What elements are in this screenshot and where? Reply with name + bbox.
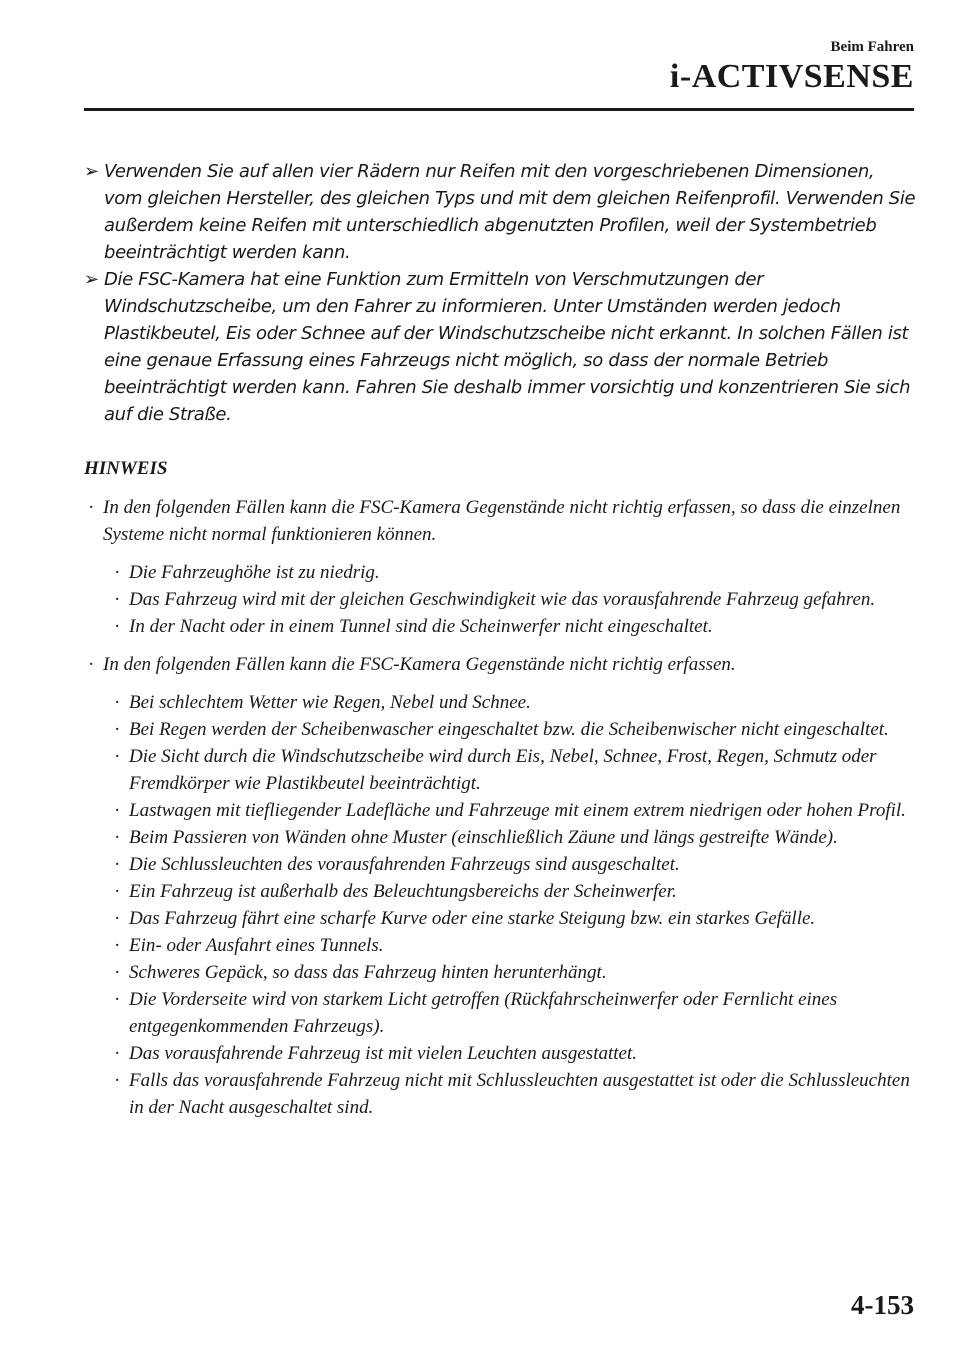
bullet-dot-icon: · <box>114 616 121 637</box>
bullet-dot-icon: · <box>114 692 121 713</box>
list-item-text: Das Fahrzeug wird mit der gleichen Geschwindigkeit wie das vorausfahrende Fahrzeug gefahren. <box>129 589 876 610</box>
bullet-dot-icon: · <box>114 1043 121 1064</box>
list-item <box>110 959 916 986</box>
list-item <box>110 824 916 851</box>
list-item <box>110 797 916 824</box>
list-item <box>110 986 916 1040</box>
list-item <box>110 689 916 716</box>
bullet-dot-icon: · <box>114 562 121 583</box>
chapter-title: Beim Fahren <box>830 39 914 55</box>
page-header <box>670 38 914 96</box>
caution-list <box>84 158 916 428</box>
list-item-text: Bei Regen werden der Scheibenwascher eingeschaltet bzw. die Scheibenwischer nicht eingeschaltet. <box>129 719 889 740</box>
list-item-text: Die Fahrzeughöhe ist zu niedrig. <box>129 562 380 583</box>
caution-text: Verwenden Sie auf allen vier Rädern nur Reifen mit den vorgeschriebenen Dimensionen, vom gleichen Hersteller, des gleichen Typs und mit dem gleichen Reifenprofil. Verwenden Sie außerdem keine Reifen mit unterschiedlich abgenutzten Profilen, weil der Systembetrieb beeinträchtigt werden kann. <box>104 161 916 263</box>
list-item <box>110 905 916 932</box>
list-item <box>110 559 916 586</box>
bullet-dot-icon: · <box>114 935 121 956</box>
list-item-text: Falls das vorausfahrende Fahrzeug nicht mit Schlussleuchten ausgestattet ist oder die Schlussleuchten in der Nacht ausgeschaltet sind. <box>129 1070 910 1118</box>
list-item-text: Schweres Gepäck, so dass das Fahrzeug hinten herunterhängt. <box>129 962 607 983</box>
bullet-dot-icon: · <box>114 962 121 983</box>
list-item-text: Lastwagen mit tiefliegender Ladefläche und Fahrzeuge mit einem extrem niedrigen oder hohen Profil. <box>129 800 906 821</box>
list-item-text: Ein Fahrzeug ist außerhalb des Beleuchtungsbereichs der Scheinwerfer. <box>129 881 677 902</box>
list-item <box>110 878 916 905</box>
bullet-dot-icon: · <box>114 719 121 740</box>
note-bullet-text: In den folgenden Fällen kann die FSC-Kamera Gegenstände nicht richtig erfassen, so dass die einzelnen Systeme nicht normal funktionieren können. <box>103 497 901 545</box>
bullet-dot-icon: · <box>114 800 121 821</box>
list-item-text: Das Fahrzeug fährt eine scharfe Kurve oder eine starke Steigung bzw. ein starkes Gefälle. <box>129 908 816 929</box>
list-item-text: Die Schlussleuchten des vorausfahrenden Fahrzeugs sind ausgeschaltet. <box>129 854 680 875</box>
note-bullet <box>84 494 916 548</box>
note-title: HINWEIS <box>84 458 168 479</box>
list-item <box>110 851 916 878</box>
list-item-text: Die Sicht durch die Windschutzscheibe wird durch Eis, Nebel, Schnee, Frost, Regen, Schmutz oder Fremdkörper wie Plastikbeutel beeinträchtigt. <box>129 746 877 794</box>
note-sublist <box>110 689 916 1121</box>
arrow-bullet-icon: ➢ <box>84 161 99 182</box>
bullet-dot-icon: · <box>114 854 121 875</box>
bullet-dot-icon: · <box>114 881 121 902</box>
header-divider <box>84 108 914 111</box>
bullet-dot-icon: · <box>114 589 121 610</box>
bullet-dot-icon: · <box>114 908 121 929</box>
list-item <box>110 1040 916 1067</box>
bullet-dot-icon: · <box>114 746 121 767</box>
bullet-dot-icon: · <box>88 497 95 518</box>
bullet-dot-icon: · <box>114 1070 121 1091</box>
bullet-dot-icon: · <box>114 827 121 848</box>
bullet-dot-icon: · <box>88 654 95 675</box>
list-item <box>110 743 916 797</box>
list-item <box>110 613 916 640</box>
list-item <box>110 1067 916 1121</box>
list-item-text: Bei schlechtem Wetter wie Regen, Nebel und Schnee. <box>129 692 531 713</box>
note-section <box>84 455 916 1132</box>
list-item-text: Die Vorderseite wird von starkem Licht getroffen (Rückfahrscheinwerfer oder Fernlicht eines entgegenkommenden Fahrzeugs). <box>129 989 838 1037</box>
caution-item <box>84 158 916 266</box>
note-bullet-text: In den folgenden Fällen kann die FSC-Kamera Gegenstände nicht richtig erfassen. <box>103 654 736 675</box>
caution-item <box>84 266 916 428</box>
list-item <box>110 586 916 613</box>
list-item-text: Das vorausfahrende Fahrzeug ist mit vielen Leuchten ausgestattet. <box>129 1043 637 1064</box>
list-item <box>110 932 916 959</box>
arrow-bullet-icon: ➢ <box>84 269 99 290</box>
list-item-text: In der Nacht oder in einem Tunnel sind die Scheinwerfer nicht eingeschaltet. <box>129 616 713 637</box>
bullet-dot-icon: · <box>114 989 121 1010</box>
list-item-text: Ein- oder Ausfahrt eines Tunnels. <box>129 935 384 956</box>
section-title: i-ACTIVSENSE <box>669 58 914 95</box>
note-bullet <box>84 651 916 678</box>
page-number: 4-153 <box>851 1290 914 1320</box>
list-item-text: Beim Passieren von Wänden ohne Muster (einschließlich Zäune und längs gestreifte Wände). <box>129 827 838 848</box>
note-sublist <box>110 559 916 640</box>
list-item <box>110 716 916 743</box>
caution-text: Die FSC-Kamera hat eine Funktion zum Ermitteln von Verschmutzungen der Windschutzscheibe, um den Fahrer zu informieren. Unter Umständen werden jedoch Plastikbeutel, Eis oder Schnee auf der Windschutzscheibe nicht erkannt. In solchen Fällen ist eine genaue Erfassung eines Fahrzeugs nicht möglich, so dass der normale Betrieb beeinträchtigt werden kann. Fahren Sie deshalb immer vorsichtig und konzentrieren Sie sich auf die Straße. <box>104 269 911 425</box>
